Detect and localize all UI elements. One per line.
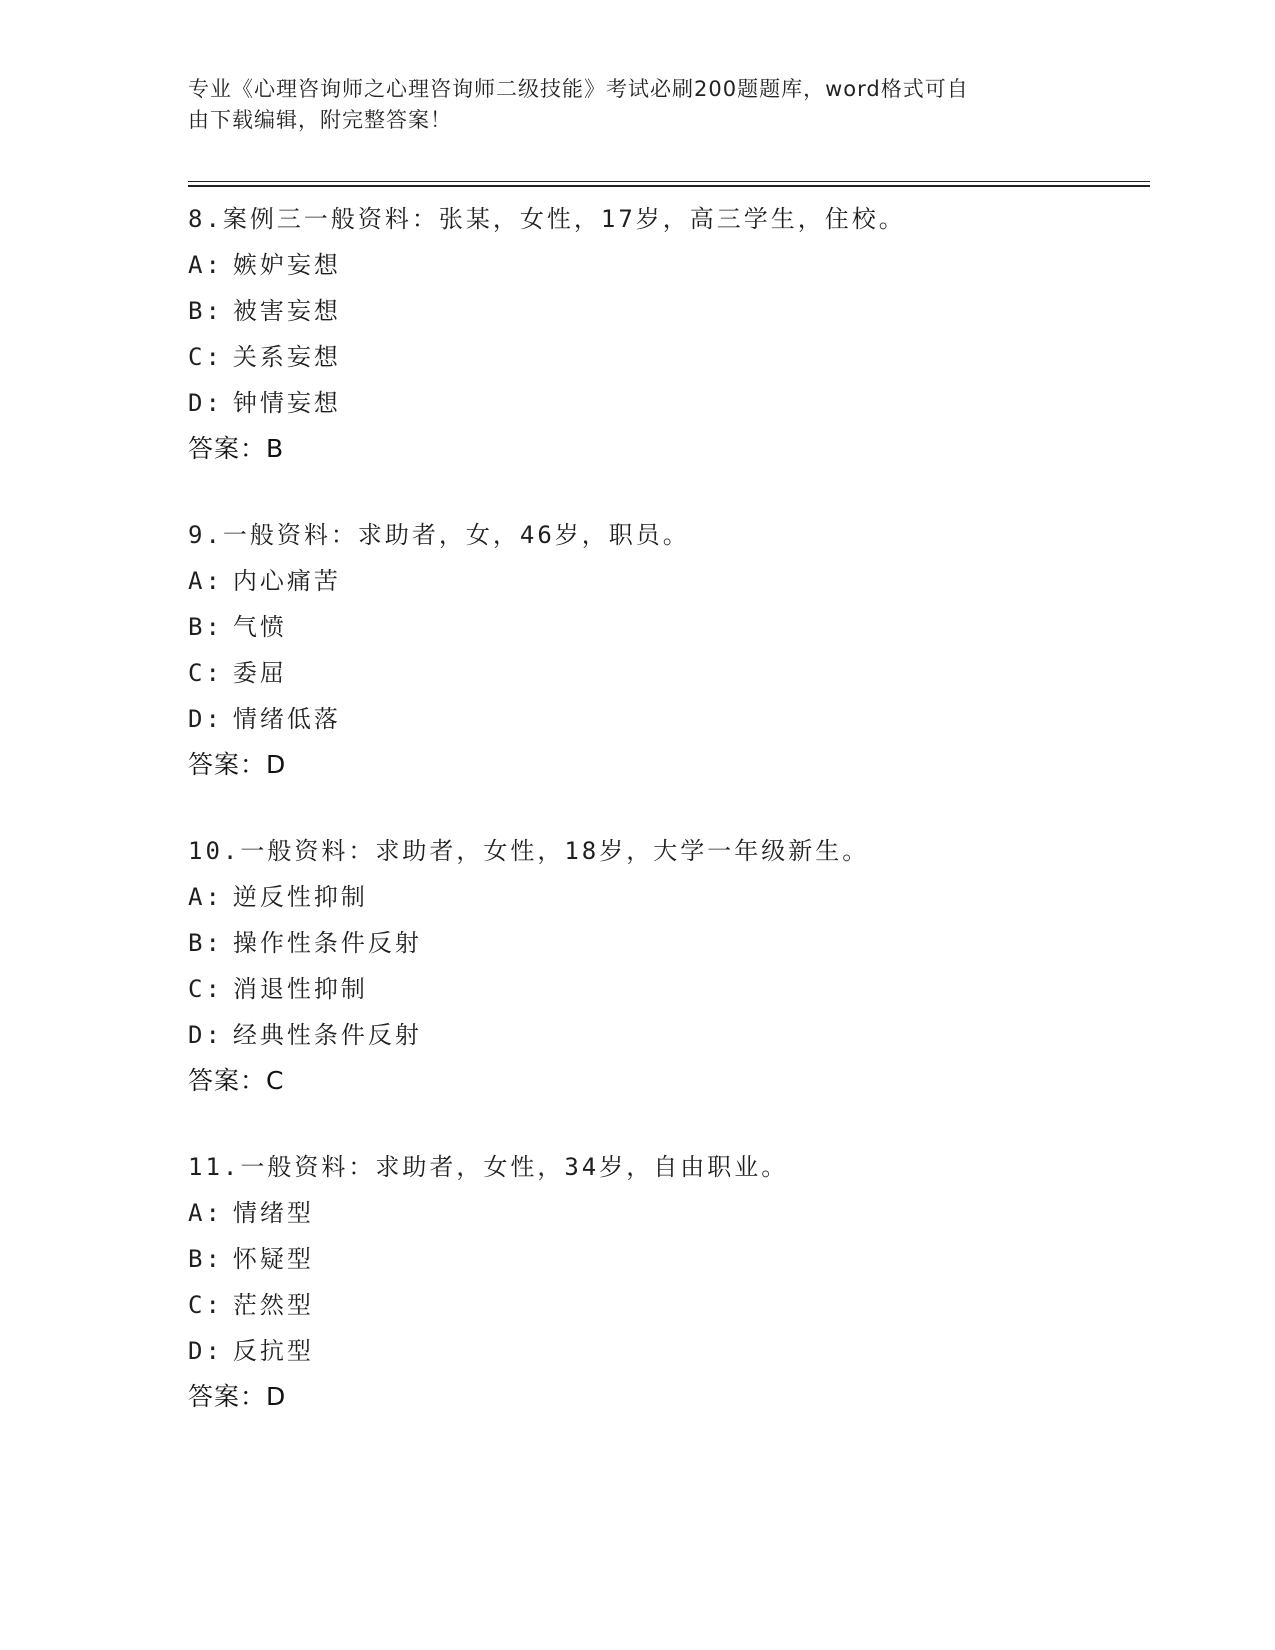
question-11 — [188, 1144, 1150, 1420]
option-text: 内心痛苦 — [232, 567, 341, 595]
option-c — [188, 334, 1150, 380]
option-text: 钟情妄想 — [232, 389, 341, 417]
option-key: C: — [188, 975, 223, 1003]
option-key: A: — [188, 883, 223, 911]
option-a — [188, 558, 1150, 604]
option-key: B: — [188, 613, 223, 641]
answer-line: 答案：D — [188, 750, 287, 779]
option-b — [188, 920, 1150, 966]
option-key: B: — [188, 929, 223, 957]
option-text: 嫉妒妄想 — [232, 251, 341, 279]
header-divider-thick — [188, 185, 1150, 187]
option-text: 操作性条件反射 — [232, 929, 422, 957]
question-stem: 9.一般资料：求助者，女，46岁，职员。 — [188, 521, 690, 549]
option-key: A: — [188, 567, 223, 595]
option-c — [188, 1282, 1150, 1328]
option-key: A: — [188, 1199, 223, 1227]
option-b — [188, 288, 1150, 334]
answer-line: 答案：C — [188, 1066, 285, 1095]
option-d — [188, 696, 1150, 742]
option-d — [188, 380, 1150, 426]
option-key: C: — [188, 343, 223, 371]
header-divider-thin — [188, 181, 1150, 182]
option-key: D: — [188, 705, 223, 733]
option-text: 被害妄想 — [232, 297, 341, 325]
question-list — [188, 196, 1150, 1460]
option-text: 情绪低落 — [232, 705, 341, 733]
option-text: 逆反性抑制 — [232, 883, 368, 911]
question-stem: 10.一般资料：求助者，女性，18岁，大学一年级新生。 — [188, 837, 870, 865]
option-a — [188, 242, 1150, 288]
option-text: 茫然型 — [232, 1291, 314, 1319]
question-stem: 8.案例三一般资料：张某，女性，17岁，高三学生，住校。 — [188, 205, 906, 233]
question-9 — [188, 512, 1150, 788]
question-8 — [188, 196, 1150, 472]
option-text: 经典性条件反射 — [232, 1021, 422, 1049]
option-key: B: — [188, 297, 223, 325]
option-text: 气愤 — [232, 613, 287, 641]
option-d — [188, 1012, 1150, 1058]
option-a — [188, 874, 1150, 920]
option-c — [188, 966, 1150, 1012]
option-text: 委屈 — [232, 659, 287, 687]
option-text: 情绪型 — [232, 1199, 314, 1227]
header-line-1: 专业《心理咨询师之心理咨询师二级技能》考试必刷200题题库，word格式可自 — [188, 77, 969, 101]
option-text: 反抗型 — [232, 1337, 314, 1365]
document-header — [188, 74, 1068, 136]
option-d — [188, 1328, 1150, 1374]
option-key: C: — [188, 1291, 223, 1319]
option-key: A: — [188, 251, 223, 279]
option-c — [188, 650, 1150, 696]
option-text: 关系妄想 — [232, 343, 341, 371]
option-b — [188, 1236, 1150, 1282]
option-key: C: — [188, 659, 223, 687]
answer-line: 答案：D — [188, 1382, 287, 1411]
option-key: D: — [188, 1021, 223, 1049]
option-key: D: — [188, 389, 223, 417]
question-stem: 11.一般资料：求助者，女性，34岁，自由职业。 — [188, 1153, 789, 1181]
option-a — [188, 1190, 1150, 1236]
option-b — [188, 604, 1150, 650]
answer-line: 答案：B — [188, 434, 285, 463]
option-text: 消退性抑制 — [232, 975, 368, 1003]
question-10 — [188, 828, 1150, 1104]
option-text: 怀疑型 — [232, 1245, 314, 1273]
header-line-2: 由下载编辑，附完整答案！ — [188, 108, 452, 132]
option-key: B: — [188, 1245, 223, 1273]
option-key: D: — [188, 1337, 223, 1365]
